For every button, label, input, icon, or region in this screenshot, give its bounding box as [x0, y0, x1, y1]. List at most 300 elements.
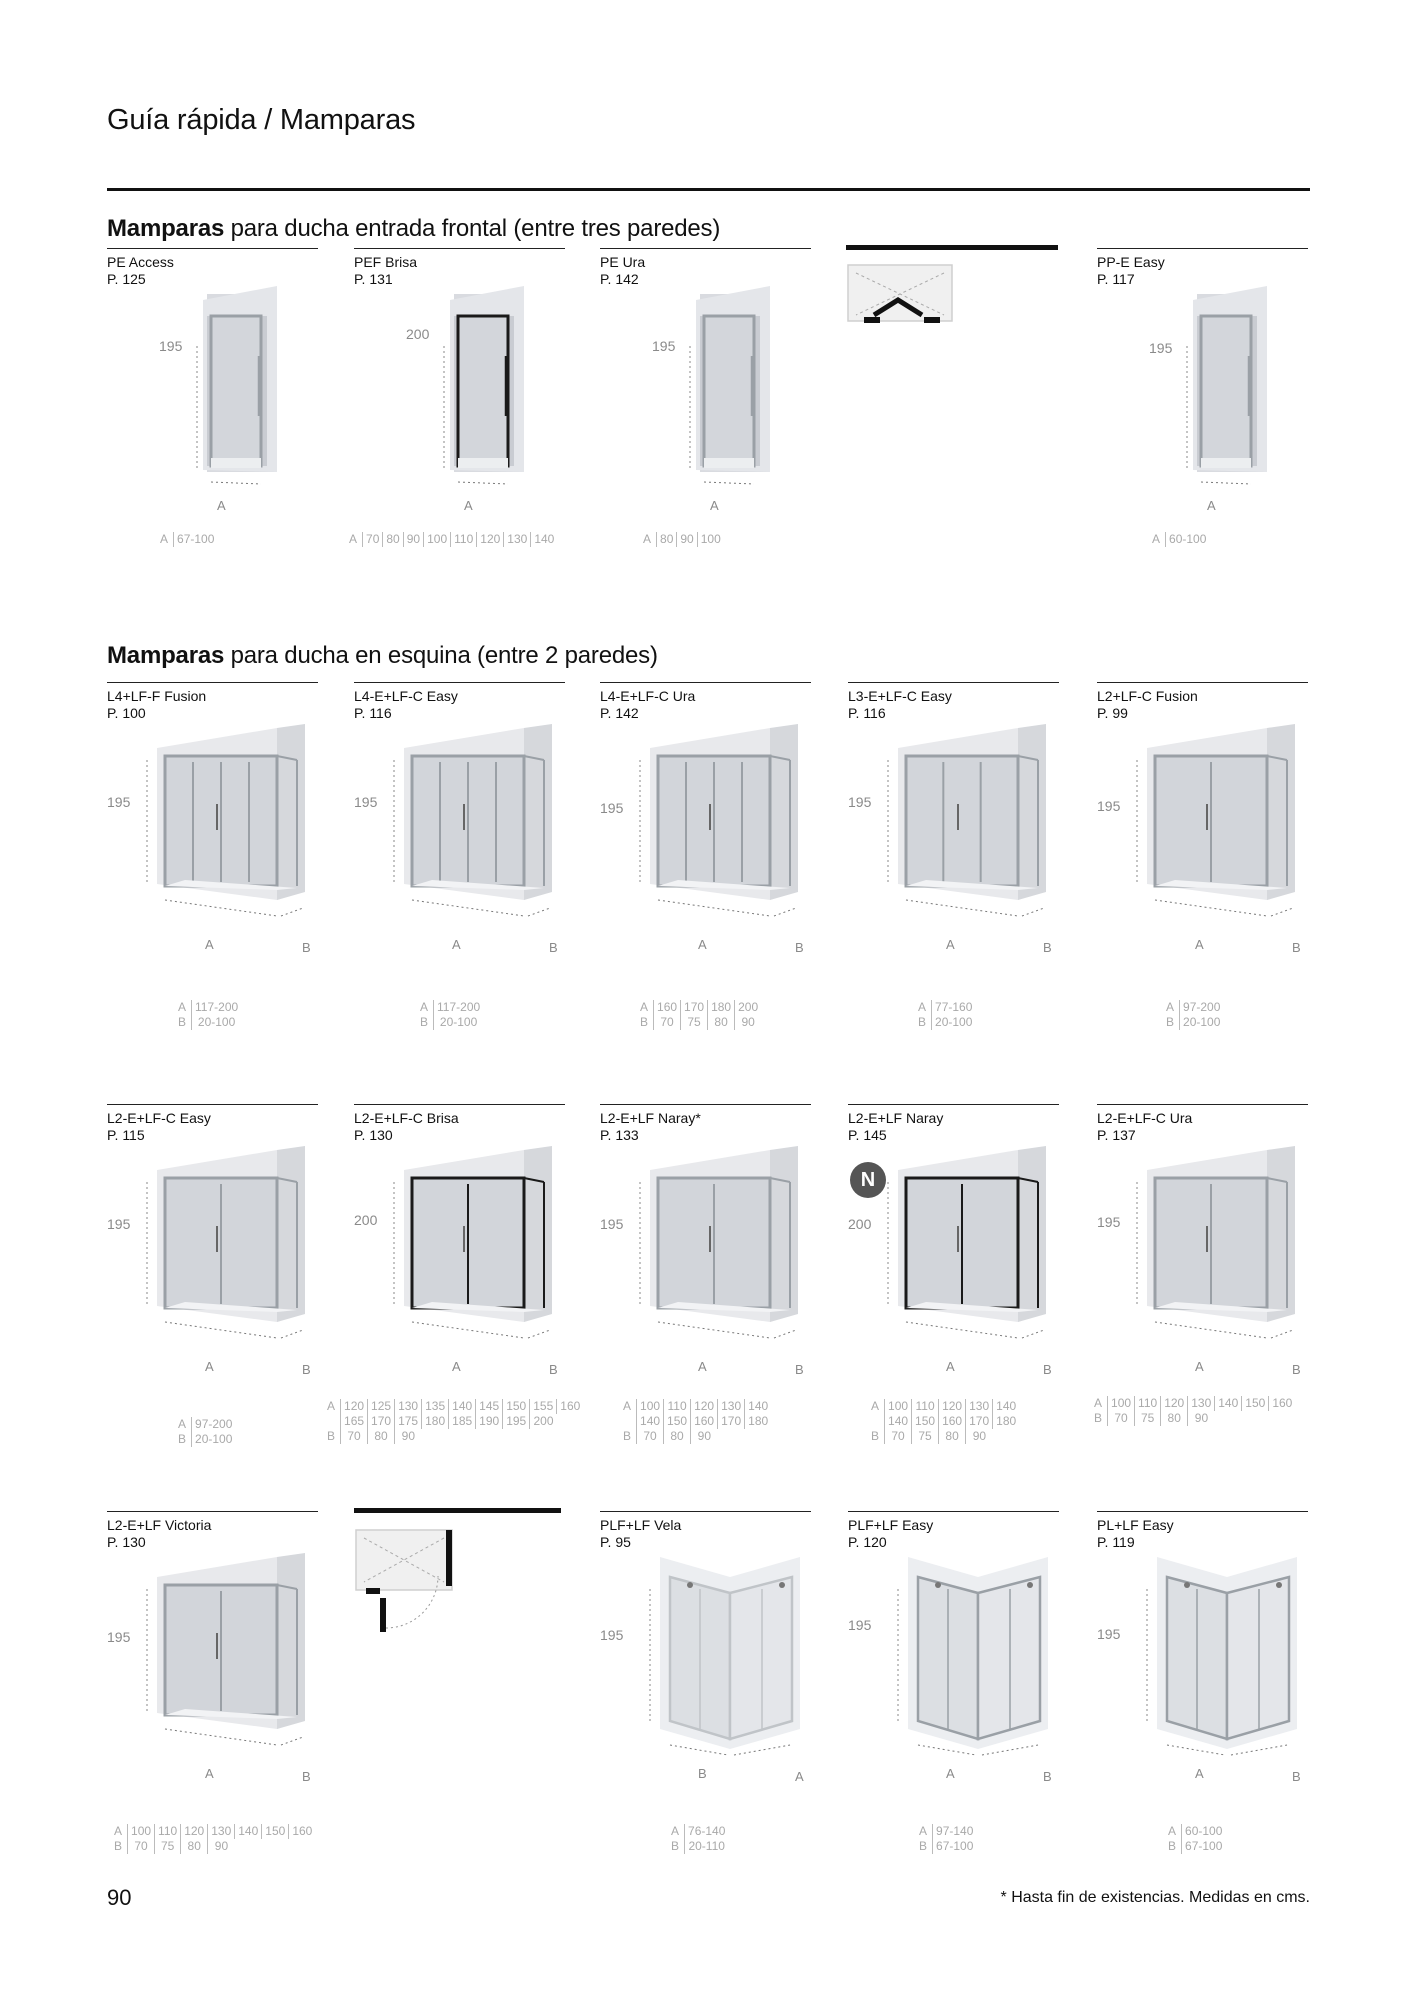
product-page-ref: P. 116 [354, 705, 392, 721]
card-divider [107, 248, 318, 249]
measurement-cell: 90 [395, 1429, 422, 1444]
product-image [1097, 1549, 1308, 1763]
dimension-letter: B [1043, 1362, 1052, 1377]
measurement-cell: 130 [1188, 1396, 1215, 1411]
measurement-cell: A [671, 1824, 680, 1838]
product-page-ref: P. 117 [1097, 271, 1135, 287]
height-dimension-label: 195 [1149, 340, 1173, 356]
card-divider [354, 682, 565, 683]
dimension-letter: A [205, 1359, 214, 1374]
measurement-cell: 80 [383, 532, 403, 547]
shower-plf-illustration [600, 1549, 811, 1763]
shower-front-illustration [354, 286, 565, 500]
measurements-row [868, 1429, 1019, 1444]
product-image [1097, 1142, 1308, 1356]
shower-plf-illustration [1097, 1549, 1308, 1763]
measurements-row [111, 1839, 315, 1854]
product-card-l2-e-lf-naray-star[interactable] [600, 1104, 811, 1443]
measurement-cell: 160 [939, 1414, 966, 1429]
measurement-cell: 180 [745, 1414, 772, 1429]
measurement-cell: 195 [503, 1414, 530, 1429]
measurement-cell: B [871, 1429, 880, 1443]
measurement-cell: 170 [966, 1414, 993, 1429]
section-title-frontal [107, 215, 720, 243]
product-name: L4+LF-F Fusion [107, 688, 207, 704]
height-dimension-label: 195 [1097, 798, 1121, 814]
measurements-row [916, 1824, 976, 1839]
product-page-ref: P. 100 [107, 705, 146, 721]
measurements-row [868, 1414, 1019, 1429]
floor-plan-corner-icon [354, 1508, 561, 1638]
measurement-cell: B [420, 1015, 429, 1029]
measurement-cell: 67-100 [174, 532, 218, 547]
measurement-cell: 20-100 [1180, 1015, 1224, 1030]
measurement-cell: 130 [504, 532, 531, 547]
measurement-cell: 140 [885, 1414, 912, 1429]
measurements-table [915, 1000, 975, 1030]
dimension-letter: A [698, 937, 707, 952]
measurement-cell: 76-140 [685, 1824, 729, 1839]
card-divider [1097, 1104, 1308, 1105]
card-divider [848, 1511, 1059, 1512]
product-name: L2-E+LF Naray* [600, 1110, 701, 1126]
measurement-cell: 20-100 [192, 1015, 242, 1030]
height-dimension-label: 195 [1097, 1214, 1121, 1230]
section-title-bold: Mamparas [107, 215, 225, 242]
shower-corner-illustration [848, 720, 1059, 934]
measurement-cell: B [114, 1839, 123, 1853]
shower-front-illustration [107, 286, 318, 500]
measurements-row [668, 1824, 728, 1839]
dimension-letter: A [205, 937, 214, 952]
product-card-plf-lf-vela[interactable] [600, 1511, 811, 1853]
measurement-cell: A [1152, 532, 1161, 546]
measurements-row [324, 1399, 583, 1414]
measurement-cell: B [327, 1429, 336, 1443]
product-page-ref: P. 119 [1097, 1534, 1135, 1550]
measurements-row [346, 532, 557, 547]
floor-plan-frontal-icon [846, 245, 1058, 335]
product-card-l4-lf-f-fusion[interactable] [107, 682, 318, 1029]
height-dimension-label: 195 [107, 1216, 131, 1232]
footnote: * Hasta fin de existencias. Medidas en cms. [1000, 1889, 1310, 1906]
product-image [354, 720, 565, 934]
page-title: Guía rápida / Mamparas [107, 104, 416, 136]
measurement-cell: A [160, 532, 169, 546]
page-number: 90 [107, 1885, 132, 1910]
measurement-cell: 117-200 [434, 1000, 484, 1015]
measurement-cell: 100 [637, 1399, 664, 1414]
product-card-l2-e-lf-c-ura[interactable] [1094, 1104, 1308, 1434]
measurement-cell: 140 [993, 1399, 1020, 1414]
measurement-cell: A [349, 532, 358, 546]
measurement-cell [868, 1414, 885, 1429]
dimension-letter: B [1292, 940, 1301, 955]
measurement-cell: 185 [449, 1414, 476, 1429]
measurement-cell: 75 [912, 1429, 939, 1444]
measurement-cell: A [1166, 1000, 1175, 1014]
measurement-cell: 117-200 [192, 1000, 242, 1015]
product-image [1097, 720, 1308, 934]
card-divider [600, 1104, 811, 1105]
measurement-cell: 100 [1108, 1396, 1135, 1411]
measurement-cell: 170 [681, 1000, 708, 1015]
product-card-pl-lf-easy[interactable] [1097, 1511, 1308, 1853]
measurement-cell: 80 [664, 1429, 691, 1444]
measurement-cell: A [918, 1000, 927, 1014]
measurement-cell: 75 [155, 1839, 181, 1854]
height-dimension-label: 195 [600, 1216, 624, 1232]
measurement-cell: 140 [531, 532, 558, 547]
product-card-l2-e-lf-c-brisa[interactable] [327, 1104, 581, 1443]
measurement-cell: 70 [341, 1429, 368, 1444]
product-page-ref: P. 120 [848, 1534, 887, 1550]
product-name: PE Access [107, 254, 174, 270]
product-card-pe-access[interactable] [107, 248, 318, 578]
dimension-letter: B [549, 1362, 558, 1377]
measurement-cell: 150 [912, 1414, 939, 1429]
product-page-ref: P. 145 [848, 1127, 887, 1143]
measurement-cell: 140 [745, 1399, 772, 1414]
product-card-plf-lf-easy[interactable] [848, 1511, 1059, 1853]
measurement-cell: 160 [654, 1000, 681, 1015]
product-page-ref: P. 142 [600, 271, 639, 287]
measurement-cell: 70 [363, 532, 383, 547]
dimension-letter: A [452, 1359, 461, 1374]
measurement-cell: B [640, 1015, 649, 1029]
shower-corner-illustration [107, 1142, 318, 1356]
measurement-cell: 90 [1188, 1411, 1215, 1426]
dimension-letter: A [1195, 1766, 1204, 1781]
measurement-cell: B [178, 1432, 187, 1446]
measurements-row [620, 1414, 771, 1429]
product-page-ref: P. 115 [107, 1127, 145, 1143]
shower-corner-illustration [107, 720, 318, 934]
measurements-table [620, 1399, 771, 1444]
product-image [107, 720, 318, 934]
measurement-cell: A [178, 1417, 187, 1431]
measurement-cell: 180 [708, 1000, 735, 1015]
measurement-cell: 75 [1135, 1411, 1161, 1426]
measurement-cell: 70 [654, 1015, 681, 1030]
measurements-row [1165, 1824, 1225, 1839]
card-divider [600, 1511, 811, 1512]
dimension-letter: A [946, 937, 955, 952]
product-image [848, 720, 1059, 934]
measurement-cell: 120 [477, 532, 504, 547]
measurement-cell: 90 [677, 532, 697, 547]
product-page-ref: P. 130 [354, 1127, 393, 1143]
measurements-row [175, 1417, 235, 1432]
card-divider [848, 1104, 1059, 1105]
measurements-row [324, 1429, 583, 1444]
measurement-cell: 125 [368, 1399, 395, 1414]
product-image [1097, 286, 1308, 500]
header-divider [107, 188, 1310, 191]
product-name: L2-E+LF-C Ura [1097, 1110, 1193, 1126]
measurement-cell: A [327, 1399, 336, 1413]
product-name: L2+LF-C Fusion [1097, 688, 1198, 704]
measurements-table [868, 1399, 1019, 1444]
measurements-row [915, 1015, 975, 1030]
dimension-letter: A [946, 1766, 955, 1781]
dimension-letter: A [698, 1359, 707, 1374]
shower-corner-illustration [600, 1142, 811, 1356]
product-name: L4-E+LF-C Ura [600, 688, 696, 704]
height-dimension-label: 195 [159, 338, 183, 354]
product-name: L2-E+LF-C Easy [107, 1110, 211, 1126]
card-divider [600, 682, 811, 683]
height-dimension-label: 195 [848, 1617, 872, 1633]
measurement-cell: B [1094, 1411, 1103, 1425]
product-image [848, 1549, 1059, 1763]
measurement-cell: 180 [993, 1414, 1020, 1429]
measurement-cell: 75 [681, 1015, 708, 1030]
dimension-letter: A [1195, 937, 1204, 952]
product-card-l4-e-lf-c-easy[interactable] [354, 682, 565, 1029]
measurement-cell: 90 [735, 1015, 762, 1030]
product-card-pe-ura[interactable] [600, 248, 811, 578]
dimension-letter: A [205, 1766, 214, 1781]
product-image [600, 1142, 811, 1356]
measurement-cell: 165 [341, 1414, 368, 1429]
measurements-table [668, 1824, 728, 1854]
product-image [600, 1549, 811, 1763]
measurement-cell: 90 [208, 1839, 235, 1854]
measurement-cell: A [1168, 1824, 1177, 1838]
shower-corner-illustration [1097, 1142, 1308, 1356]
measurement-cell: 160 [557, 1399, 584, 1414]
measurements-row [1149, 532, 1209, 547]
measurements-row [668, 1839, 728, 1854]
measurement-cell: B [671, 1839, 680, 1853]
dimension-letter: A [946, 1359, 955, 1374]
measurement-cell: A [643, 532, 652, 546]
product-name: PL+LF Easy [1097, 1517, 1174, 1533]
product-card-l2-e-lf-c-easy[interactable] [107, 1104, 318, 1446]
measurement-cell: 60-100 [1166, 532, 1210, 547]
height-dimension-label: 195 [107, 1629, 131, 1645]
measurements-table [1163, 1000, 1223, 1030]
measurement-cell: B [623, 1429, 632, 1443]
product-card-pef-brisa[interactable] [349, 248, 565, 578]
product-name: PEF Brisa [354, 254, 418, 270]
card-divider [1097, 682, 1308, 683]
measurement-cell: 97-200 [1180, 1000, 1224, 1015]
height-dimension-label: 195 [1097, 1626, 1121, 1642]
dimension-letter: A [710, 498, 719, 513]
measurements-row [175, 1015, 241, 1030]
product-name: L2-E+LF-C Brisa [354, 1110, 459, 1126]
product-page-ref: P. 130 [107, 1534, 146, 1550]
product-image [600, 720, 811, 934]
product-card-l2-e-lf-naray[interactable] [848, 1104, 1059, 1443]
dimension-letter: A [464, 498, 473, 513]
product-name: L2-E+LF Naray [848, 1110, 944, 1126]
measurement-cell: 120 [939, 1399, 966, 1414]
measurement-cell [620, 1414, 637, 1429]
measurement-cell: B [1166, 1015, 1175, 1029]
measurement-cell: 120 [181, 1824, 208, 1839]
dimension-letter: A [795, 1769, 804, 1784]
measurement-cell: A [871, 1399, 880, 1413]
dimension-letter: B [302, 1362, 311, 1377]
measurement-cell: 20-100 [192, 1432, 236, 1447]
product-name: PLF+LF Vela [600, 1517, 682, 1533]
height-dimension-label: 200 [848, 1216, 872, 1232]
measurement-cell: 80 [657, 532, 677, 547]
measurement-cell: 70 [885, 1429, 912, 1444]
measurement-cell: 190 [476, 1414, 503, 1429]
measurement-cell: 80 [708, 1015, 735, 1030]
corner-layout-diagram [354, 1508, 561, 1638]
shower-corner-illustration [1097, 720, 1308, 934]
height-dimension-label: 195 [107, 794, 131, 810]
height-dimension-label: 195 [848, 794, 872, 810]
dimension-letter: B [1043, 940, 1052, 955]
dimension-letter: A [1207, 498, 1216, 513]
product-page-ref: P. 99 [1097, 705, 1128, 721]
shower-corner-illustration [354, 720, 565, 934]
product-page-ref: P. 131 [354, 271, 393, 287]
measurement-cell: 110 [912, 1399, 939, 1414]
measurement-cell: A [178, 1000, 187, 1014]
product-card-pp-e-easy[interactable] [1097, 248, 1308, 578]
measurement-cell: 160 [691, 1414, 718, 1429]
measurements-row [417, 1000, 483, 1015]
dimension-letter: A [1195, 1359, 1204, 1374]
measurements-table [637, 1000, 761, 1030]
measurement-cell: 100 [885, 1399, 912, 1414]
product-image [107, 286, 318, 500]
measurements-row [1163, 1015, 1223, 1030]
measurement-cell: 200 [735, 1000, 762, 1015]
measurements-row [640, 532, 724, 547]
measurements-row [620, 1399, 771, 1414]
product-card-l3-e-lf-c-easy[interactable] [848, 682, 1059, 1029]
measurement-cell: B [178, 1015, 187, 1029]
product-page-ref: P. 137 [1097, 1127, 1136, 1143]
measurements-row [175, 1000, 241, 1015]
measurement-cell: 150 [503, 1399, 530, 1414]
measurements-table [111, 1824, 315, 1854]
shower-plf-illustration [848, 1549, 1059, 1763]
measurements-table [1149, 532, 1209, 547]
measurement-cell: 70 [1108, 1411, 1135, 1426]
measurement-cell: A [623, 1399, 632, 1413]
measurement-cell: 90 [966, 1429, 993, 1444]
dimension-letter: B [302, 1769, 311, 1784]
product-image [107, 1549, 318, 1763]
measurements-table [640, 532, 724, 547]
measurement-cell: 140 [637, 1414, 664, 1429]
measurement-cell: 90 [691, 1429, 718, 1444]
new-badge: N [850, 1162, 886, 1198]
card-divider [1097, 248, 1308, 249]
measurement-cell: 110 [155, 1824, 181, 1839]
measurement-cell: A [420, 1000, 429, 1014]
product-image [600, 286, 811, 500]
height-dimension-label: 195 [354, 794, 378, 810]
measurement-cell: 80 [939, 1429, 966, 1444]
measurement-cell: 150 [664, 1414, 691, 1429]
product-card-l2-lf-c-fusion[interactable] [1097, 682, 1308, 1029]
measurement-cell: 130 [718, 1399, 745, 1414]
measurement-cell: 67-100 [1182, 1839, 1226, 1854]
measurement-cell: 130 [208, 1824, 235, 1839]
dimension-letter: B [1292, 1769, 1301, 1784]
shower-front-illustration [600, 286, 811, 500]
measurement-cell: 135 [422, 1399, 449, 1414]
measurement-cell: 20-110 [685, 1839, 729, 1854]
dimension-letter: B [1292, 1362, 1301, 1377]
measurement-cell: 150 [1242, 1396, 1269, 1411]
measurement-cell: 140 [449, 1399, 476, 1414]
product-card-l4-e-lf-c-ura[interactable] [600, 682, 811, 1029]
product-name: PE Ura [600, 254, 646, 270]
measurements-row [1091, 1411, 1295, 1426]
measurement-cell: 70 [637, 1429, 664, 1444]
product-image [354, 1142, 565, 1356]
measurement-cell: 60-100 [1182, 1824, 1226, 1839]
card-divider [354, 248, 565, 249]
measurement-cell: 67-100 [933, 1839, 977, 1854]
measurement-cell: 170 [718, 1414, 745, 1429]
measurements-table [1165, 1824, 1225, 1854]
card-divider [1097, 1511, 1308, 1512]
frontal-layout-diagram [846, 245, 1058, 335]
card-divider [354, 1104, 565, 1105]
section-title-rest: para ducha en esquina (entre 2 paredes) [224, 642, 658, 669]
dimension-letter: B [302, 940, 311, 955]
card-divider [848, 682, 1059, 683]
measurements-row [1163, 1000, 1223, 1015]
product-name: PLF+LF Easy [848, 1517, 934, 1533]
measurement-cell: 97-140 [933, 1824, 977, 1839]
measurement-cell: 200 [530, 1414, 557, 1429]
measurement-cell: 90 [403, 532, 423, 547]
measurements-table [175, 1417, 235, 1447]
product-page-ref: P. 142 [600, 705, 639, 721]
measurement-cell: 145 [476, 1399, 503, 1414]
height-dimension-label: 195 [600, 800, 624, 816]
measurements-row [111, 1824, 315, 1839]
card-divider [107, 682, 318, 683]
height-dimension-label: 200 [406, 326, 430, 342]
dimension-letter: B [698, 1766, 707, 1781]
measurement-cell: 100 [128, 1824, 155, 1839]
measurements-row [1091, 1396, 1295, 1411]
product-page-ref: P. 116 [848, 705, 886, 721]
shower-front-illustration [1097, 286, 1308, 500]
product-image [107, 1142, 318, 1356]
measurements-table [175, 1000, 241, 1030]
product-name: PP-E Easy [1097, 254, 1165, 270]
shower-corner-illustration [354, 1142, 565, 1356]
measurement-cell: 175 [395, 1414, 422, 1429]
measurements-row [157, 532, 217, 547]
measurement-cell: 180 [422, 1414, 449, 1429]
card-divider [107, 1104, 318, 1105]
measurements-table [916, 1824, 976, 1854]
measurements-row [915, 1000, 975, 1015]
measurements-row [637, 1000, 761, 1015]
measurement-cell: 80 [368, 1429, 395, 1444]
measurement-cell: 170 [368, 1414, 395, 1429]
measurement-cell: A [1094, 1396, 1103, 1410]
product-card-l2-e-lf-victoria[interactable] [107, 1511, 318, 1853]
measurement-cell: B [1168, 1839, 1177, 1853]
